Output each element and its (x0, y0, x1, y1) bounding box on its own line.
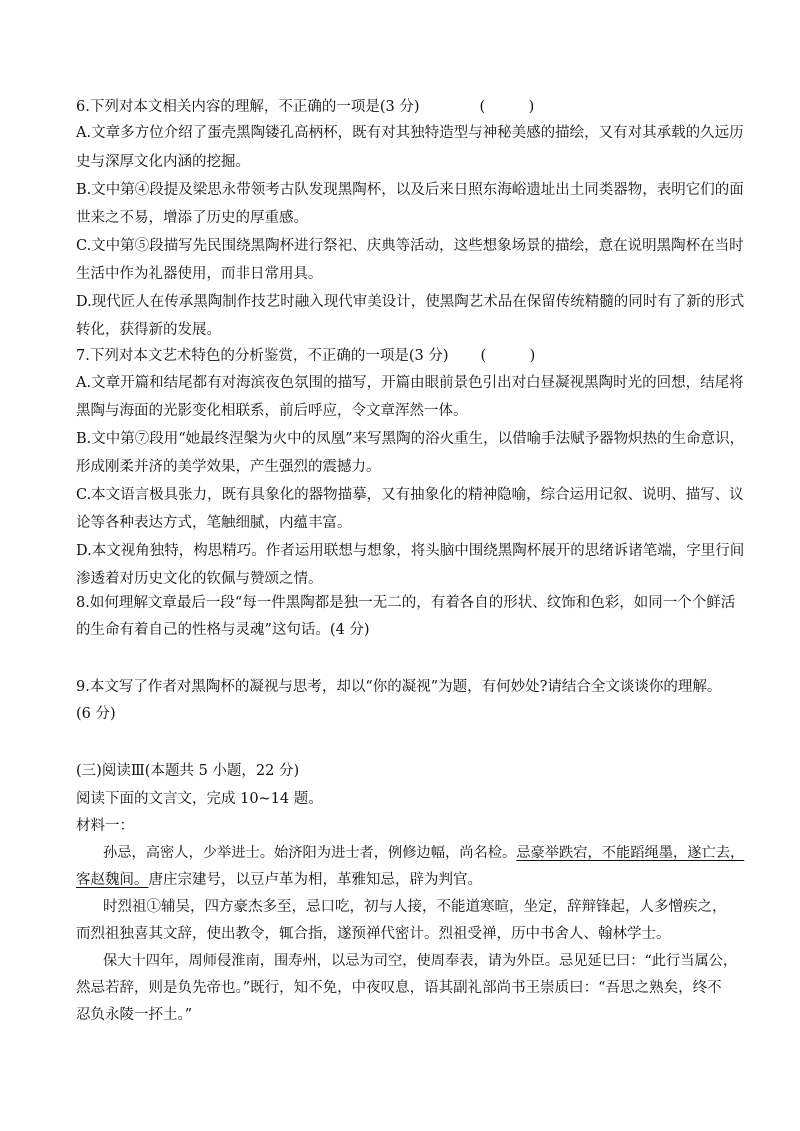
question-8-line2: 的生命有着自己的性格与灵魂”这句话。(4 分) (76, 622, 370, 638)
answer-paren: ( ) (479, 99, 535, 115)
q7-option-a-line1: A.文章开篇和结尾都有对海滨夜色氛围的描写，开篇由眼前景色引出对白昼凝视黑陶时光的回想，结尾将 (76, 375, 744, 391)
q6-option-d-line2: 转化，获得新的发展。 (76, 322, 221, 338)
passage-p1-line2: 客赵魏间。唐庄宗建号，以豆卢革为相，革雅知忌，辟为判官。 (76, 872, 482, 888)
q6-option-b-line1: B.文中第④段提及梁思永带领考古队发现黑陶杯，以及后来日照东海峪遗址出土同类器物，表明它们的面 (76, 182, 744, 198)
passage-p3-line1: 保大十四年，周师侵淮南，围寿州，以忌为司空，使周奉表，请为外臣。忌见延巳曰：“此行当属公， (103, 953, 738, 969)
question-6-stem: 6.下列对本文相关内容的理解，不正确的一项是(3 分) ( ) (76, 99, 535, 115)
q7-option-b-line1: B.文中第⑦段用“她最终涅槃为火中的凤凰”来写黑陶的浴火重生，以借喻手法赋予器物炽热的生命意识， (76, 431, 745, 447)
passage-p2-line1: 时烈祖①辅吴，四方豪杰多至，忌口吃，初与人接，不能道寒暄，坐定，辞辩锋起，人多憎疾之， (103, 899, 727, 915)
q7-option-b-line2: 形成刚柔并济的美学效果，产生强烈的震撼力。 (76, 459, 381, 475)
q7-option-d-line2: 渗透着对历史文化的钦佩与赞颂之情。 (76, 571, 323, 587)
question-8-line1: 8.如何理解文章最后一段“每一件黑陶都是独一无二的，有着各自的形状、纹饰和色彩，如同一个个鲜活 (76, 595, 736, 611)
q6-option-b-line2: 世来之不易，增添了历史的厚重感。 (76, 210, 308, 226)
q6-option-a-line2: 史与深厚文化内涵的挖掘。 (76, 154, 250, 170)
q6-option-c-line1: C.文中第⑤段描写先民围绕黑陶杯进行祭祀、庆典等活动，这些想象场景的描绘，意在说明黑陶杯在当时 (76, 238, 744, 254)
material-label: 材料一： (76, 818, 134, 834)
q7-option-c-line1: C.本文语言极具张力，既有具象化的器物描摹，又有抽象化的精神隐喻，综合运用记叙、说明、描写、议 (76, 487, 744, 503)
passage-p3-line2: 然忌若辞，则是负先帝也。”既行，知不免，中夜叹息，语其副礼部尚书王崇质曰：“吾思之熟矣，终不 (76, 980, 722, 996)
question-9-line1: 9.本文写了作者对黑陶杯的凝视与思考，却以“你的凝视”为题，有何妙处?请结合全文谈谈你的理解。 (76, 679, 722, 695)
question-7-stem: 7.下列对本文艺术特色的分析鉴赏，不正确的一项是(3 分) ( ) (76, 348, 536, 364)
section-title: (三)阅读Ⅲ(本题共 5 小题，22 分) (76, 763, 300, 779)
passage-p1-line1: 孙忌，高密人，少举进士。始济阳为进士者，例修边幅，尚名检。忌豪举跌宕，不能蹈绳墨，遂亡去， (103, 845, 745, 861)
q6-option-c-line2: 生活中作为礼器使用，而非日常用具。 (76, 266, 323, 282)
underlined-sentence: 忌豪举跌宕，不能蹈绳墨，遂亡去， (516, 845, 745, 861)
section-instruction: 阅读下面的文言文，完成 10~14 题。 (76, 791, 323, 807)
underlined-sentence: 客赵魏间。 (76, 872, 149, 888)
q6-option-a-line1: A.文章多方位介绍了蛋壳黑陶镂孔高柄杯，既有对其独特造型与神秘美感的描绘，又有对其承载的久远历 (76, 125, 744, 141)
passage-p3-line3: 忍负永陵一抔土。” (76, 1007, 193, 1023)
question-9-line2: (6 分) (76, 706, 116, 722)
passage-p2-line2: 而烈祖独喜其文辞，使出教令，辄合指，遂预禅代密计。烈祖受禅，历中书舍人、翰林学士。 (76, 926, 671, 942)
q7-option-a-line2: 黑陶与海面的光影变化相联系，前后呼应，令文章浑然一体。 (76, 403, 468, 419)
q7-option-c-line2: 论等各种表达方式，笔触细腻，内蕴丰富。 (76, 515, 352, 531)
q6-option-d-line1: D.现代匠人在传承黑陶制作技艺时融入现代审美设计，使黑陶艺术品在保留传统精髓的同时有了新的形式 (76, 294, 745, 310)
answer-paren: ( ) (480, 348, 536, 364)
q7-option-d-line1: D.本文视角独特，构思精巧。作者运用联想与想象，将头脑中围绕黑陶杯展开的思绪诉诸笔端，字里行间 (76, 543, 745, 559)
